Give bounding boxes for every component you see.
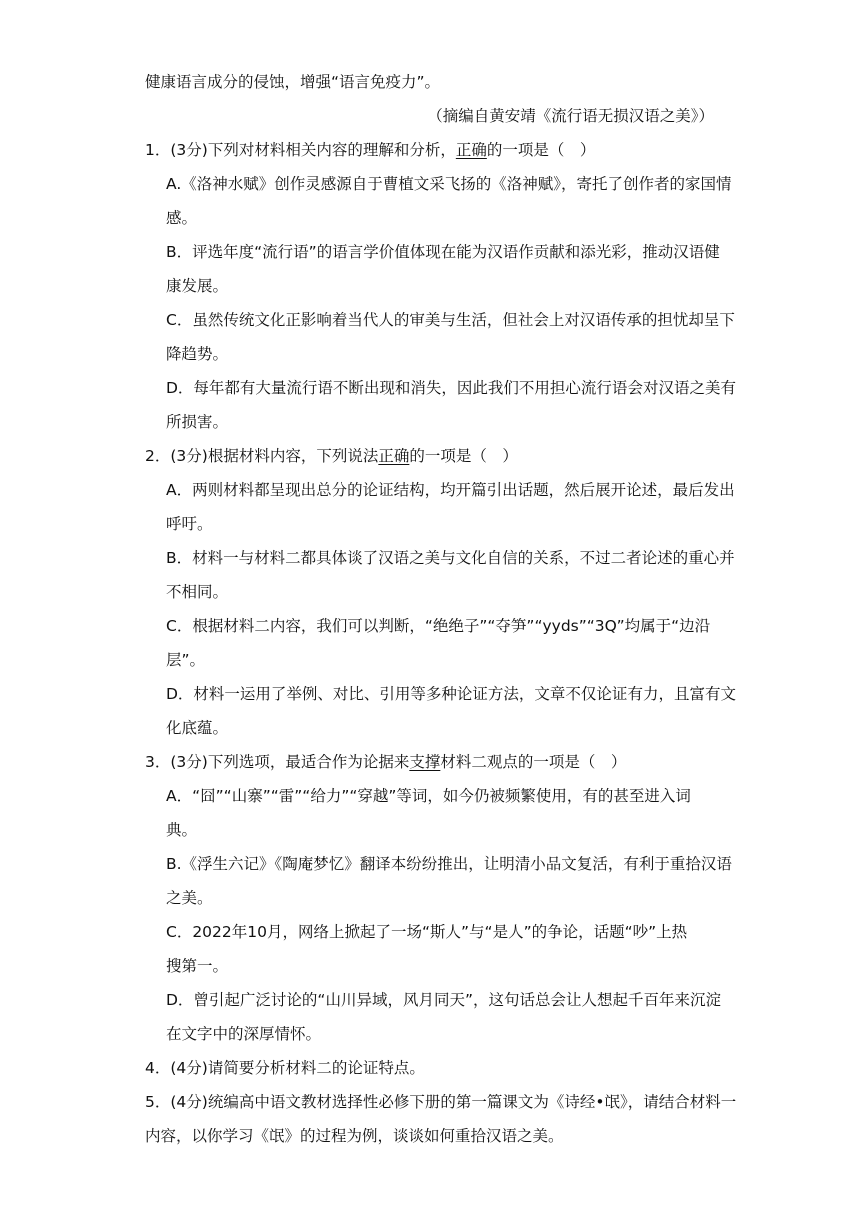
- question-1-stem: [145, 140, 595, 160]
- q1-option-a-line2: 感。: [166, 209, 198, 227]
- q1-option-c-line2: 降趋势。: [166, 345, 229, 363]
- question-5-line2: 内容，以你学习《氓》的过程为例，谈谈如何重拾汉语之美。: [145, 1127, 564, 1145]
- q3-option-d-line2: 在文字中的深厚情怀。: [166, 1025, 322, 1043]
- q3-option-c-line2: 搜第一。: [166, 957, 229, 975]
- question-2-stem: [145, 446, 518, 466]
- question-2-stem-emphasis: 正确: [378, 447, 410, 465]
- q1-option-b-line1: B．评选年度“流行语”的语言学价值体现在能为汉语作贡献和添光彩，推动汉语健: [166, 243, 720, 261]
- q2-option-a-line2: 呼吁。: [166, 515, 213, 533]
- q2-option-b-line1: B．材料一与材料二都具体谈了汉语之美与文化自信的关系，不过二者论述的重心并: [166, 549, 735, 567]
- source-note: （摘编自黄安靖《流行语无损汉语之美》）: [427, 107, 714, 125]
- question-4: 4．(4分)请简要分析材料二的论证特点。: [145, 1059, 425, 1077]
- question-1-stem-post: 的一项是（ ）: [486, 141, 596, 159]
- question-3-stem-post: 材料二观点的一项是（ ）: [440, 753, 627, 771]
- q3-option-d-line1: D．曾引起广泛讨论的“山川异域，风月同天”，这句话总会让人想起千百年来沉淀: [166, 991, 721, 1009]
- q2-option-c-line2: 层”。: [166, 651, 206, 669]
- question-1-stem-pre: 1．(3分)下列对材料相关内容的理解和分析，: [145, 141, 456, 159]
- question-3-stem-pre: 3．(3分)下列选项，最适合作为论据来: [145, 753, 410, 771]
- q1-option-a-line1: A.《洛神水赋》创作灵感源自于曹植文采飞扬的《洛神赋》，寄托了创作者的家国情: [166, 175, 732, 193]
- intro-tail-text: 健康语言成分的侵蚀，增强“语言免疫力”。: [145, 73, 441, 91]
- q2-option-c-line1: C．根据材料二内容，我们可以判断，“绝绝子”“夺笋”“yyds”“3Q”均属于“边沿: [166, 617, 711, 635]
- q2-option-d-line2: 化底蕴。: [166, 719, 229, 737]
- q1-option-c-line1: C．虽然传统文化正影响着当代人的审美与生活，但社会上对汉语传承的担忧却呈下: [166, 311, 735, 329]
- q3-option-c-line1: C．2022年10月，网络上掀起了一场“斯人”与“是人”的争论，话题“吵”上热: [166, 923, 688, 941]
- q1-option-d-line1: D．每年都有大量流行语不断出现和消失，因此我们不用担心流行语会对汉语之美有: [166, 379, 736, 397]
- q3-option-a-line1: A．“囧”“山寨”“雷”“给力”“穿越”等词，如今仍被频繁使用，有的甚至进入词: [166, 787, 691, 805]
- question-3-stem: [145, 752, 626, 772]
- question-5-line1: 5．(4分)统编高中语文教材选择性必修下册的第一篇课文为《诗经•氓》，请结合材料一: [145, 1093, 737, 1111]
- question-2-stem-post: 的一项是（ ）: [409, 447, 518, 465]
- q3-option-b-line1: B.《浮生六记》《陶庵梦忆》翻译本纷纷推出，让明清小品文复活，有利于重拾汉语: [166, 855, 732, 873]
- question-3-stem-emphasis: 支撑: [409, 753, 441, 771]
- q1-option-d-line2: 所损害。: [166, 413, 229, 431]
- q1-option-b-line2: 康发展。: [166, 277, 229, 295]
- q3-option-b-line2: 之美。: [166, 889, 213, 907]
- q3-option-a-line2: 典。: [166, 821, 198, 839]
- q2-option-d-line1: D．材料一运用了举例、对比、引用等多种论证方法，文章不仅论证有力，且富有文: [166, 685, 736, 703]
- question-1-stem-emphasis: 正确: [455, 141, 487, 159]
- q2-option-a-line1: A．两则材料都呈现出总分的论证结构，均开篇引出话题，然后展开论述，最后发出: [166, 481, 735, 499]
- q2-option-b-line2: 不相同。: [166, 583, 229, 601]
- question-2-stem-pre: 2．(3分)根据材料内容，下列说法: [145, 447, 379, 465]
